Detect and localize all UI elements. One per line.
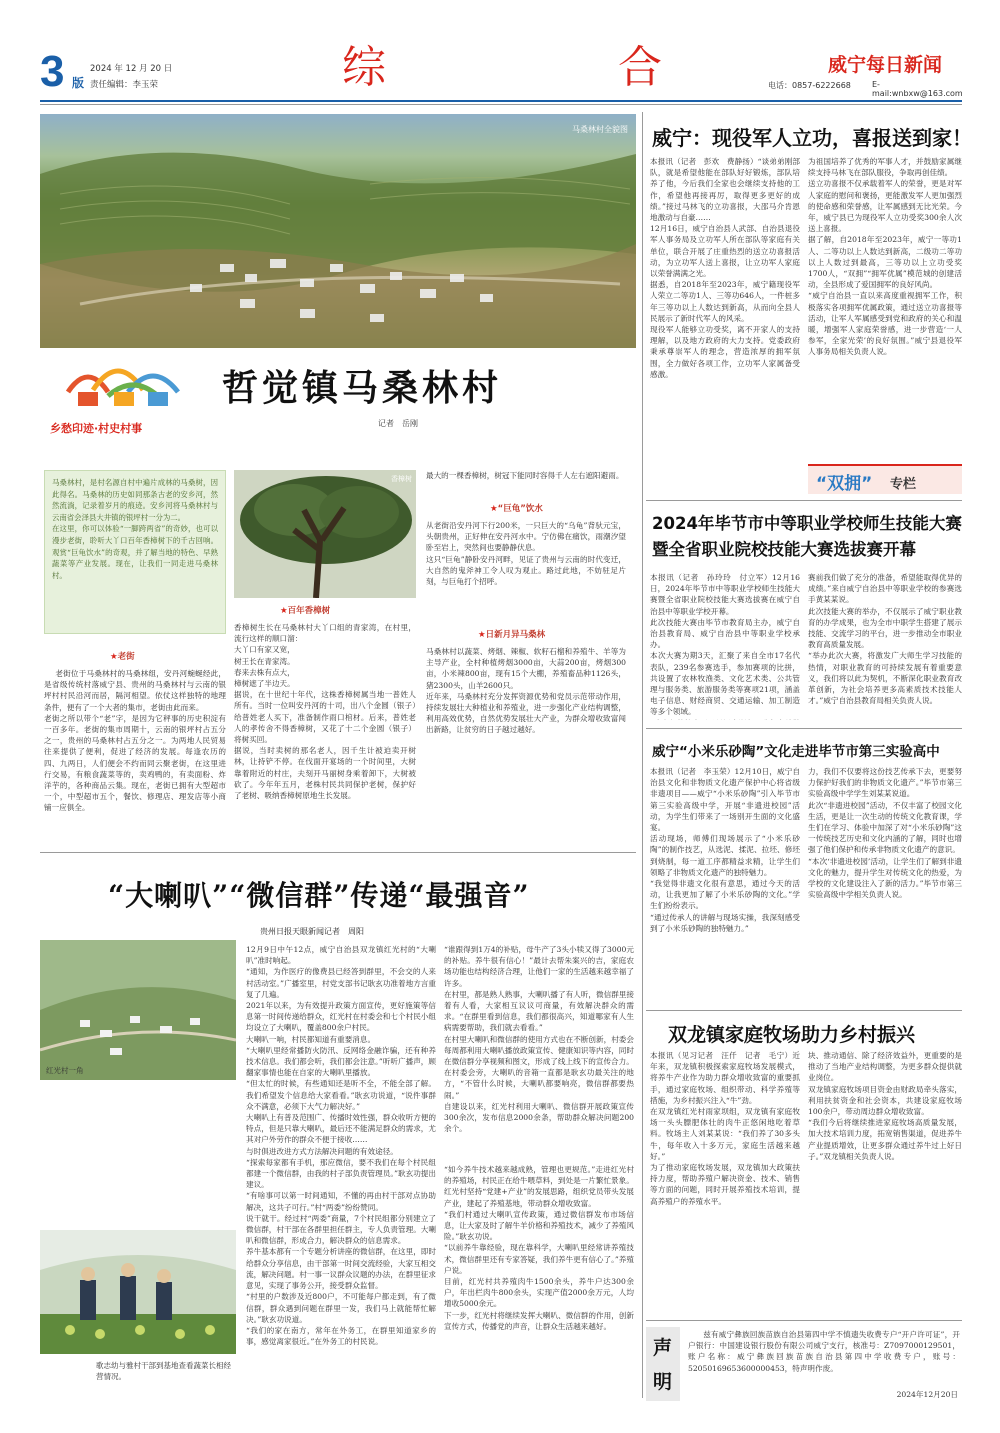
vegetable-photo-caption: 歌志幼与雅村干部到基地查看蔬菜长相经营情况。 bbox=[96, 1361, 231, 1381]
ranch-col-1: 本报讯（见习记者 汪仟 记者 毛宁）近年来，双龙镇积极探索家庭牧场发展模式，将养牛产业作为助力群众增收致富的重要抓手，通过家庭牧场、组织带动、科学养殖等措施，为乡村振兴注入“牛”劲。 在双龙镇红光村雨家坝组，双龙镇有家庭牧场一头头膘肥体壮的肉牛正悠闲地吃着草料。牧场主人刘某某说：“我们养了30多头牛，每年收入十多万元，家庭生活越来越好。” 为了推动家庭牧场发展，双龙镇加大政策扶持力度，帮助养殖户解决资金、技术、销售等方面的问题，同时开展养殖技术培训，提高养殖户的养殖水平。 bbox=[650, 1051, 800, 1206]
masthead bbox=[40, 40, 962, 100]
broadcast-col-3: “谁跟得到1万4的补贴，母牛产了3头小犊又得了3000元的补贴。养牛很有信心！”最计去帮朱案兴的吉，家庭农场功能也结构经济合理，让他们一家的生活越来越幸福了许多。 在村里，都是熟人熟事，大喇叭播了有人听，微信群里接着有人看，大家相互议议可商量，有效解决群众的需求。“在群里看到信息，我们都很高兴，知道哪家有人生病需要帮助，我们就去看看。” 在村里大喇叭和微信群的使用方式也在不断创新，村委会每周都利用大喇叭播放政策宣传、健康知识等内容，同时在微信群分享视频和图文，形成了线上线下的宣传合力。 在村委会旁，大喇叭的音箱一直都是耿玄功最关注的地方，“不管什么时候，大喇叭都要响亮，微信群都要热闹。” 自建设以来，红光村利用大喇叭、微信群开展政策宣传300余次，发布信息2000余条，帮助群众解决问题200余个。 bbox=[444, 945, 634, 1134]
broadcast-byline: 贵州日报天眼新闻记者 周阳 bbox=[260, 927, 364, 936]
village-intro-text: 马桑林村，是村名源自村中遍片成林的马桑树，因此得名。马桑林的历史如同那条古老的安乡河，然然流淌，记录着岁月的痕迹。安乡河将马桑林村与云南省会泽县大井镇的银坪村一分为二。 在这里，你可以体验“一脚跨两省”的奇妙，也可以漫步老街，聆听大丫口百年香樟树下的千古回响。观赏“巨龟饮水”的奇观，并了解当地的特色、早熟蔬菜等产业发展。现在，让我们一同走进马桑林村。 bbox=[52, 478, 218, 580]
skills-title-line-2: 暨全省职业院校技能大赛选拔赛开幕 bbox=[652, 540, 916, 559]
badge-label-sub: 专栏 bbox=[890, 477, 917, 492]
riji-text: 马桑林村以蔬菜、烤烟、辣椒、软籽石榴和养殖牛、羊等为主导产业，全村种植烤烟3000亩，大蒜200亩，烤烟300亩，小米辣800亩，现有15个大棚，养殖畜品种1126头，猪2300头，山羊2600只。 近年来，马桑林村充分发挥资源优势和党员示范带动作用，持续发展壮大种植业和养殖业，进一步强化产业结构调整，利用高效优势，自然优势发展壮大产业，为群众增收致富闯出新路，让贫穷的日子越过越好。 bbox=[426, 647, 626, 735]
subhead-jugui bbox=[490, 502, 543, 514]
notice-label-char-2: 明 bbox=[653, 1371, 673, 1393]
divider-village bbox=[40, 852, 636, 853]
newspaper-brand: 威宁每日新闻 bbox=[828, 54, 943, 76]
hongguang-photo-caption: 红光村一角 bbox=[46, 1066, 84, 1075]
panorama-caption: 马桑林村全貌图 bbox=[572, 125, 628, 134]
subhead-jugui-label: “巨龟”饮水 bbox=[497, 504, 543, 514]
notice-date: 2024年12月20日 bbox=[896, 1390, 958, 1399]
jugui-text: 从老街沿安丹河下行200米，一只巨大的“乌龟”背驮元宝，头朝贵州，正好伸在安丹河水中。宁仿佛在痛饮，雨潮汐望卧至岩上，突然间也要静静伏息。 这只“巨龟”静卧安丹河畔，见证了贵州与云南的时代变迁，大自然的鬼斧神工令人叹为观止。路过此地，不妨驻足片刻，与巨龟打个招呼。 bbox=[426, 521, 626, 587]
subhead-riji-label: 日新月异马桑林 bbox=[485, 630, 546, 640]
masthead-rule bbox=[40, 100, 962, 102]
page-number: 3 bbox=[40, 47, 65, 96]
divider-culture bbox=[646, 1010, 962, 1011]
notice-label-block bbox=[646, 1327, 680, 1401]
subhead-laojie bbox=[110, 650, 135, 662]
ranch-col-2: 块、推动通信、除了经济效益外，更重要的是推动了当地产业结构调整，为更多群众提供就业岗位。 双龙镇家庭牧场项目资金由财政局牵头落实，利用扶贫资金和社会资本，共建设家庭牧场100余户，带动周边群众增收致富。 “我们今后将继续推进家庭牧场高质量发展，加大技术培训力度，拓宽销售渠道，促进养牛产业提质增效，让更多群众通过养牛过上好日子。”双龙镇相关负责人说。 bbox=[808, 1051, 962, 1161]
ranch-article-title: 双龙镇家庭牧场助力乡村振兴 bbox=[668, 1024, 916, 1046]
notice-label-char-1: 声 bbox=[653, 1337, 673, 1359]
broadcast-col-4: “如今养牛技术越来越成熟，管理也更规范。”走进红光村的养殖场，村民正在给牛喂草料，到处是一片繁忙景象。 红光村坚持“党建+产业”的发展思路，组织党员带头发展产业，建起了养殖基地，带动群众增收致富。 “我们村通过大喇叭宣传政策，通过微信群发布市场信息，让大家及时了解牛羊价格和养殖技术，减少了养殖风险。”耿玄功说。 “以前养牛靠经验，现在靠科学，大喇叭里经常讲养殖技术，微信群里还有专家答疑，我们养牛更有信心了。”养殖户说。 目前，红光村共养殖肉牛1500余头，养牛户达300余户，年出栏肉牛800余头，实现产值2000余万元，人均增收5000余元。 下一步，红光村将继续发挥大喇叭、微信群的作用，创新宣传方式，传播党的声音，让群众生活越来越好。 bbox=[444, 1165, 634, 1331]
section-title-char-1: 综 bbox=[342, 42, 386, 93]
xiangzhang-text: 香樟树生长在马桑林村大丫口组的青家湾，在村里，流行这样的顺口溜： 大丫口有家又宽， 树王长在青家湾。 春来去株有点大， 樟树遮了半边天。 据说，在十世纪十年代，这株香樟树属当地一普姓人所有。当时一位叫安丹河的十司，出八个金圆（银子）给普姓老人买下，准备制作雨口棺材。后来，普姓老人的孝传舍不得香樟树，又花了十二个金圆（银子）将树买回。 据说，当时卖树的那名老人，因千生计被迫卖开树林，让持铲不停。在伐面开宴场的一个时间里，大树靠着附近的村庄，夫刻开马丽树身乘着卸下，大树被砍了。今年年五月，老株村民共同保护老树，保护好了老树、吸纳香樟树原地生长发展。 bbox=[234, 623, 416, 801]
veteran-article-title: 威宁：现役军人立功，喜报送到家！ bbox=[652, 126, 972, 150]
village-panorama-photo bbox=[40, 114, 636, 348]
notice-box bbox=[646, 1320, 962, 1404]
notice-text: 兹有威宁彝族回族苗族自治县第四中学不慎遗失收费专户“开户许可证”，开户银行：中国建设银行股份有限公司威宁支行，核准号：Z7097000129501，账户名称：威宁彝族回族苗族自治县第四中学收费专户，账号：52050169653600000453，特声明作废。 bbox=[688, 1330, 960, 1373]
page-suffix: 版 bbox=[72, 76, 85, 90]
divider-veteran bbox=[646, 500, 962, 501]
culture-col-1: 本报讯（记者 李玉荣）12月10日，威宁自治县文化和非物质文化遗产保护中心将省级非遗项目——威宁“小米乐砂陶”引入毕节市第三实验高级中学，开展“非遗进校园”活动，为学生们带来了一场别开生面的文化盛宴。 活动现场，师傅们现场展示了“小米乐砂陶”的制作技艺，从选泥、揉泥、拉坯、修坯到烧制，每一道工序都精益求精，让学生们领略了非物质文化遗产的独特魅力。 “我觉得非遗文化很有意思，通过今天的活动，让我更加了解了小米乐砂陶的文化。”学生们纷纷表示。 “通过传承人的讲解与现场实操，我深刻感受到了小米乐砂陶的独特魅力。” bbox=[650, 767, 800, 933]
page-editor: 责任编辑：李玉荣 bbox=[90, 80, 159, 90]
section-title-char-2: 合 bbox=[618, 42, 662, 93]
column-divider bbox=[642, 112, 643, 1398]
skills-col-1: 本报讯（记者 孙玲玲 付立军）12月16日，2024年毕节市中等职业学校师生技能大赛暨全省职业院校技能大赛选拔赛在威宁自治县中等职业学校开幕。 此次技能大赛由毕节市教育局主办，威宁自治县教育局、威宁自治县中等职业学校承办。 本次大赛为期3天，汇聚了来自全市17名代表队，239名参赛选手，参加赛项的比拼，共设置了农林牧渔类、文化艺术类、公共管理与服务类、旅游服务类等赛项21项，涵盖电子信息、财经商贸、交通运输、加工制造等多个领域。 bbox=[650, 573, 800, 717]
village-byline: 记者 岳刚 bbox=[378, 419, 418, 428]
veteran-col-1: 本报讯（记者 彭欢 费静扬）“谈弟弟刚部队，就是希望他能在部队好好锻炼，部队培养了他，今后我们全家也会继续支持他的工作，希望他再接再厉，取得更多更好的成绩。”接过马林飞的立功喜报，大邵马介肯恩地激动与自豪…… 12月16日，威宁自治县人武部、自治县退役军人事务局及立功军人所在部队等家庭有关单位，联合开展了庄重热烈的送立功喜报活动，为立功军人送上喜报，让立功军人家庭以荣誉满满之光。 据悉，自2018年至2023年，威宁籍现役军人荣立二等功1人、三等功646人，一件桩多年三等功以上人数达到新高，从而向全县人民展示了新时代军人的风采。 现役军人能够立功受奖，离不开家人的支持理解，以及地方政府的大力支持。党委政府秉承尊崇军人的理念，营造浓厚的拥军氛围，全力做好各项工作，立功军人家属备受感激。 bbox=[650, 157, 800, 379]
skills-col-2: 赛前我们做了充分的准备，希望能取得优异的成绩。”来自威宁自治县中等职业学校的参赛选手黄某某说。 此次技能大赛的举办，不仅展示了威宁职业教育的办学成果，也为全市中职学生搭建了展示技能、交流学习的平台，进一步推动全市职业教育高质量发展。 “举办此次大赛，将激发广大师生学习技能的热情，对职业教育的可持续发展有着重要意义，我们将以此为契机，不断深化职业教育改革创新，为社会培养更多高素质技术技能人才。”威宁自治县教育局相关负责人说。 bbox=[808, 573, 962, 706]
subhead-xiangzhang bbox=[280, 604, 330, 616]
village-scene-illustration bbox=[40, 114, 636, 348]
star-icon: ★ bbox=[478, 630, 486, 640]
column-logo bbox=[48, 352, 218, 442]
subhead-xiangzhang-label: 百年香樟树 bbox=[287, 606, 331, 616]
hongguang-village-photo bbox=[40, 940, 236, 1080]
culture-col-2: 力，我们不仅要将这份技艺传承下去，更要努力保护好我们的非物质文化遗产。”毕节市第三实验高级中学学生刘某某说道。 此次“非遗进校园”活动，不仅丰富了校园文化生活，更是让一次生动的传统文化教育课，学生们在学习、体验中加深了对“小米乐砂陶”这一传统技艺历史和文化内涵的了解，同时也增强了他们保护和传承非物质文化遗产的意识。 “本次‘非遗进校园’活动，让学生们了解到非遗文化的魅力，提升学生对传统文化的热爱，为学校的文化建设注入了新的活力。”毕节市第三实验高级中学相关负责人说。 bbox=[808, 767, 962, 900]
divider-skills bbox=[646, 728, 962, 729]
vegetable-base-photo bbox=[40, 1230, 236, 1354]
star-icon: ★ bbox=[110, 652, 118, 662]
houses-logo-icon bbox=[48, 352, 208, 416]
column-logo-text: 乡愁印迹·村史村事 bbox=[50, 422, 143, 435]
skills-title-line-1: 2024年毕节市中等职业学校师生技能大赛 bbox=[652, 514, 962, 533]
shuangyong-column-badge bbox=[808, 464, 962, 494]
veteran-col-2: 为祖国培养了优秀的军事人才，并鼓励家属继续支持马林飞在部队服役，争取再创佳绩。 送立功喜报不仅承载着军人的荣誉，更是对军人家庭的慰问和褒扬，更能激发军人更加强烈的使命感和荣誉感，让军属感到无比光荣。今年，威宁县已为现役军人立功受奖300余人次送上喜报。 据了解，自2018年至2023年，威宁一等功1人、二等功以上人数达到新高，二级功二等功以上人数过到最高，三等功以上立功受奖1700人，“双拥”“拥军优属”模范城的创建活动，全县形成了爱国拥军的良好风尚。 “威宁自治县一直以来高度重视拥军工作，积极落实各项拥军优属政策，通过送立功喜报等活动，让军人军属感受到党和政府的关心和温暖，增强军人家庭荣誉感，进一步营造‘一人参军，全家光荣’的良好氛围。”威宁县退役军人事务局相关负责人说。 bbox=[808, 157, 962, 357]
village-intro-box bbox=[44, 470, 226, 634]
village-mid-top-text: 最大的一棵香樟树，树冠下能同时容得千人左右遮阳避雨。 bbox=[426, 471, 624, 480]
laojie-text: 老街位于马桑林村的马桑林组，安丹河蜿蜒经此，是省级传统村落威宁县、贵州的马桑林村与云南的银坪村村民沿河而居，隔河相望。依仗这样独特的地理条件，便有了一个大者的集市，老街由此而来。 老街之所以带个“老”字，是因为它秤事的历史积淀有一百多年。老街的集市周期十，云南的银坪村占五分之一，贵州的马桑林村占五分之一。为两地人民贸易往来提供了便利，促进了经济的发展。每逢农历的四、九两日，人们便会不约而同云聚老街，在这里进行交易，有粮食蔬菜等的，卖鸡鸭的，有卖面粉、炸洋芋的，各种商品云集。现在，老街已拥有大型超市一个，中型超市五个，餐饮、修理店、理发店等小商铺一应俱全。 bbox=[44, 669, 226, 813]
broadcast-title: “大喇叭”“微信群”传递“最强音” bbox=[108, 879, 530, 912]
masthead-rule-thin bbox=[40, 104, 962, 105]
subhead-riji bbox=[478, 628, 545, 640]
camphor-tree-illustration bbox=[234, 470, 416, 598]
badge-label-main: “双拥” bbox=[816, 474, 873, 494]
subhead-laojie-label: 老街 bbox=[117, 652, 135, 662]
culture-article-title: 威宁“小米乐砂陶”文化走进毕节市第三实验高中 bbox=[652, 744, 940, 760]
camphor-tree-photo bbox=[234, 470, 416, 598]
contact-phone: 电话：0857-6222668 bbox=[768, 81, 851, 90]
village-aerial-illustration bbox=[40, 940, 236, 1080]
tree-photo-caption: 香樟树 bbox=[391, 475, 412, 483]
star-icon: ★ bbox=[490, 504, 498, 514]
contact-email: E-mail:wnbxw@163.com bbox=[872, 80, 963, 98]
issue-date: 2024 年 12 月 20 日 bbox=[90, 64, 173, 74]
greenhouse-illustration bbox=[40, 1230, 236, 1354]
star-icon: ★ bbox=[280, 606, 288, 616]
village-article-title: 哲觉镇马桑林村 bbox=[222, 367, 503, 409]
broadcast-col-1: 12月9日中午12点，威宁自治县双龙镇红光村的“大喇叭”准时响起。 “通知，为作医疗的像费县已经答到群里，不会交的人来村活动室。”广播室里，村党支部书记耿玄功准着地方言重复了几遍。 2021年以来，为有效提升政策方面宣传，更好施策等信息第一时间传递给群众，红光村在村委会和七个村民小组均设立了大喇叭，覆盖800余户村民。 大喇叭一响，村民都知道有重要消息。 “大喇叭里经常播防火防汛、反网络金融诈骗，还有种养技术信息。我们都会听，我们都会注意。”听听广播声，顾翻家事情也能在自家的大喇叭里播放。 “但太忙的时候，有些通知还是听不全，不能全部了解。我们希望发个信息给大家看看。”耿玄功说道，“说件事群众不满意，必须下大气力解决好。” 大喇叭上有普及范围广、传播时效性强，群众收听方便的特点，但是只靠大喇叭，最后还不能满足群众的需求，尤其对户外劳作的群众不便于接收…… 与时俱进改进方式方法解决问题的有效途径。 “探索每家都有手机，那应微信，要不我们在每个村民组都建一个微信群，由我的村子部负责管理员。”耿玄功提出建议。 “有啥事可以第一时间通知，不懂的再由村干部对点协助解决，这共子可行。”村“两委”纷纷赞同。 说干就干。经过村“两委”商量，7个村民组都分别建立了微信群，村干部在各群里担任群主，专人负责管理。大喇叭和微信群，形成合力，解决群众的信息需求。 养牛基本都有一个专题分析讲座的微信群，在这里，即时给群众分享信息，由干部第一时间交流经验，大家互相交流，解决问题。村一事一议群众议题的办法，在群里征求意见，实现了事务公开，接受群众监督。 “村里的户数涉及近800户，不可能每户都走到，有了微信群，群众遇到问题在群里一发，我们马上就能帮忙解决。”耿玄功说道。 “我们的家在南方，常年在外务工，在群里知道家乡的事，感觉离家很近。”在外务工的村民说。 bbox=[246, 945, 436, 1347]
